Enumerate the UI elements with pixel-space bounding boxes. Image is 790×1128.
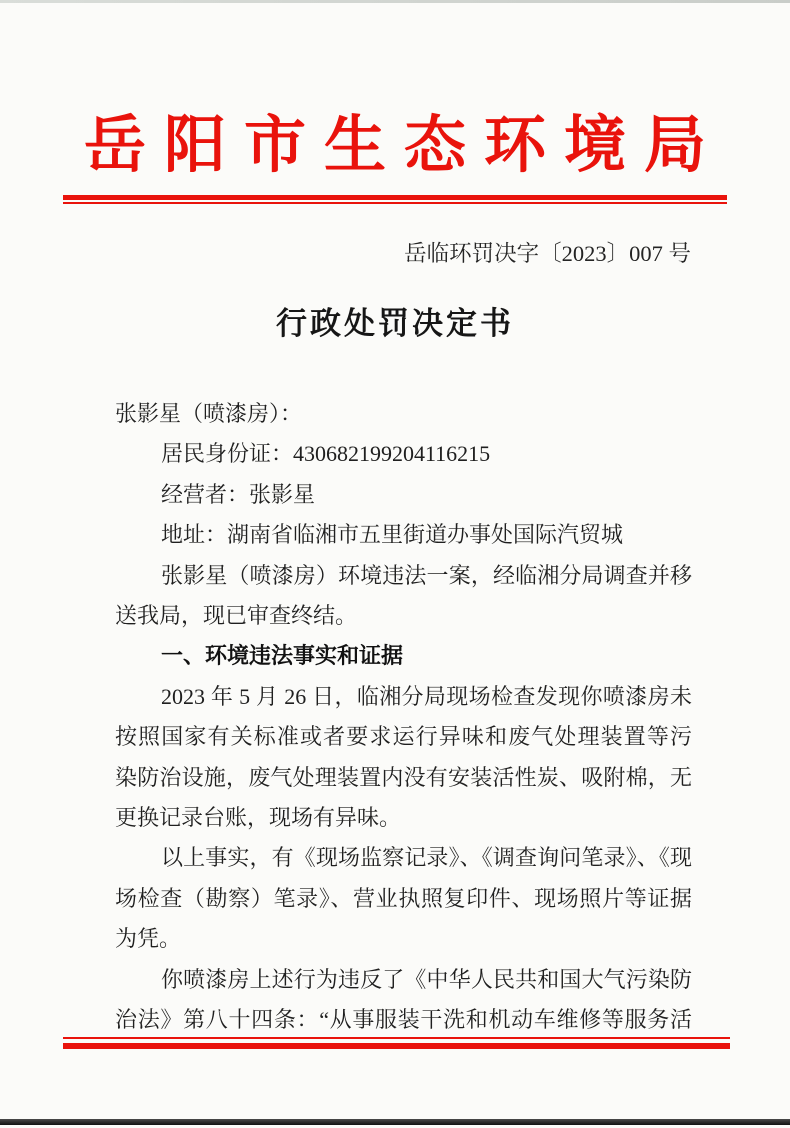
body-line: 按照国家有关标准或者要求运行异味和废气处理装置等污 bbox=[115, 724, 692, 750]
letterhead-rule-thin bbox=[63, 202, 727, 204]
body-line: 2023 年 5 月 26 日，临湘分局现场检查发现你喷漆房未 bbox=[161, 683, 692, 709]
address-line: 地址：湖南省临湘市五里街道办事处国际汽贸城 bbox=[161, 522, 624, 548]
letterhead-double-rule bbox=[63, 195, 727, 204]
page-top-scan-edge bbox=[0, 0, 790, 3]
document-number: 岳临环罚决字〔2023〕007 号 bbox=[404, 241, 691, 266]
section-heading-facts: 一、环境违法事实和证据 bbox=[161, 643, 404, 669]
body-line: 你喷漆房上述行为违反了《中华人民共和国大气污染防 bbox=[161, 966, 692, 992]
body-line: 送我局，现已审查终结。 bbox=[115, 603, 358, 629]
body-line: 更换记录台账，现场有异味。 bbox=[115, 805, 402, 831]
id-number-line: 居民身份证：430682199204116215 bbox=[161, 441, 491, 467]
body-line: 治法》第八十四条：“从事服装干洗和机动车维修等服务活 bbox=[115, 1007, 692, 1033]
body-line: 张影星（喷漆房）环境违法一案，经临湘分局调查并移 bbox=[161, 562, 692, 588]
operator-line: 经营者：张影星 bbox=[161, 481, 316, 507]
document-title: 行政处罚决定书 bbox=[276, 306, 514, 341]
agency-letterhead-title: 岳阳市生态环境局 bbox=[83, 112, 724, 180]
body-line: 为凭。 bbox=[115, 926, 182, 952]
body-line: 场检查（勘察）笔录》、营业执照复印件、现场照片等证据 bbox=[115, 885, 692, 911]
body-line: 染防治设施，废气处理装置内没有安装活性炭、吸附棉，无 bbox=[115, 764, 692, 790]
footer-double-rule bbox=[63, 1037, 730, 1049]
addressee-line: 张影星（喷漆房）： bbox=[115, 401, 303, 426]
footer-rule-thick bbox=[63, 1043, 730, 1049]
page-bottom-scan-edge bbox=[0, 1119, 790, 1125]
document-body bbox=[115, 394, 692, 1041]
body-line: 以上事实，有《现场监察记录》、《调查询问笔录》、《现 bbox=[161, 845, 692, 871]
